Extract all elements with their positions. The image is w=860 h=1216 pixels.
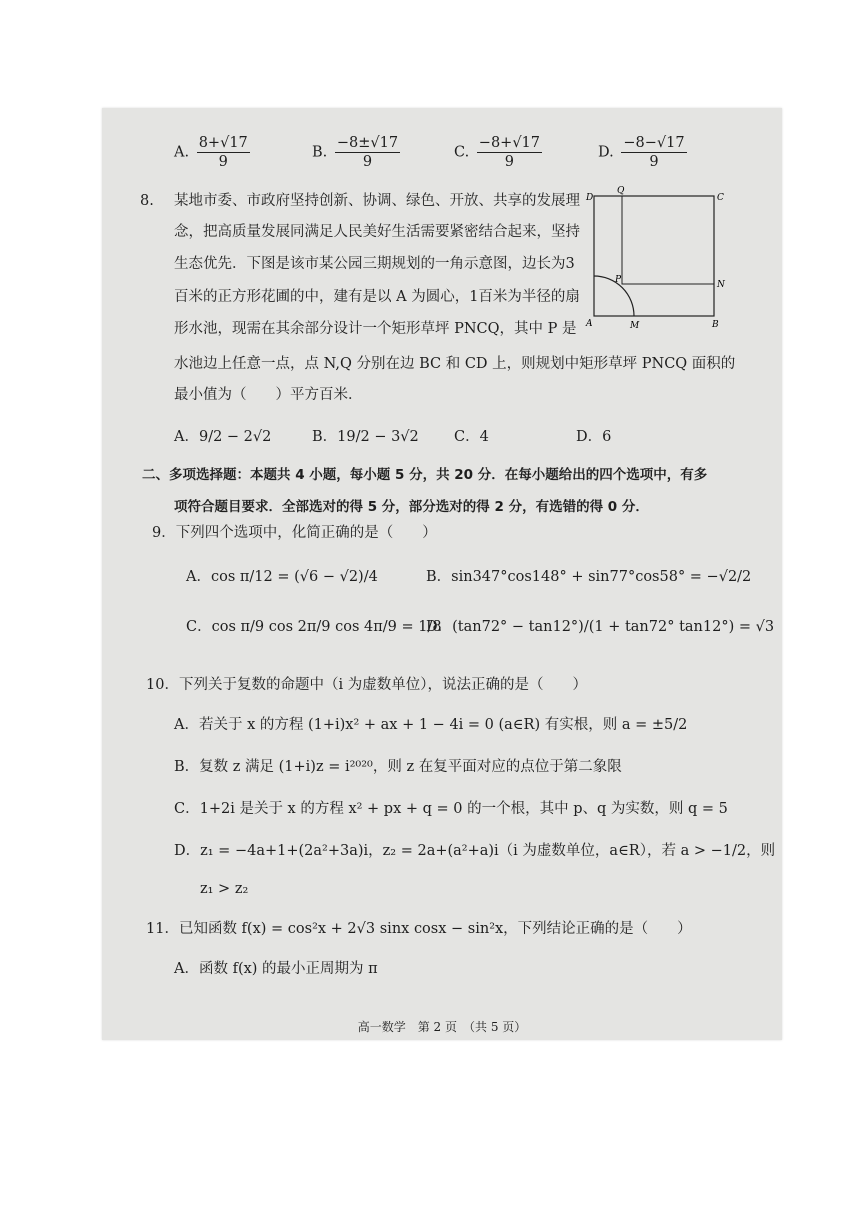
label-q: Q <box>617 186 625 196</box>
label-d: D <box>586 193 594 203</box>
q10-stem: 10．下列关于复数的命题中（i 为虚数单位），说法正确的是（ ） <box>146 677 587 693</box>
q8-line: 水池边上任意一点，点 N,Q 分别在边 BC 和 CD 上，则规划中矩形草坪 PNCQ 面积的 <box>174 356 736 372</box>
q9-option-d: D．(tan72° − tan12°)/(1 + tan72° tan12°) = √3 <box>426 619 775 635</box>
q7-option-b: B. $\frac{-8\pm√17}{9}$ <box>312 135 399 170</box>
q8-line: 形水池，现需在其余部分设计一个矩形草坪 PNCQ，其中 P 是 <box>174 321 577 337</box>
q10-option-c: C．1+2i 是关于 x 的方程 x² + px + q = 0 的一个根，其中 p、q 为实数，则 q = 5 <box>174 801 728 817</box>
q8-line: 念，把高质量发展同满足人民美好生活需要紧密结合起来，坚持 <box>174 224 580 240</box>
q8-line: 最小值为（ ）平方百米． <box>174 387 363 403</box>
page-footer: 高一数学 第 2 页 （共 5 页） <box>357 1020 527 1034</box>
q8-line: 百米的正方形花圃的中，建有是以 A 为圆心，1百米为半径的扇 <box>174 289 580 305</box>
q8-number: 8. <box>140 193 154 209</box>
q9-stem: 9．下列四个选项中，化简正确的是（ ） <box>152 525 437 541</box>
q10-option-b: B．复数 z 满足 (1+i)z = i²⁰²⁰，则 z 在复平面对应的点位于第二象限 <box>174 759 622 775</box>
q7-option-c: C. $\frac{-8+√17}{9}$ <box>454 135 541 170</box>
q8-option-b: B．19/2 − 3√2 <box>312 429 419 445</box>
section-2-heading-cont: 项符合题目要求．全部选对的得 5 分，部分选对的得 2 分，有选错的得 0 分． <box>174 499 649 515</box>
label-a: A <box>586 319 593 329</box>
q10-option-a: A．若关于 x 的方程 (1+i)x² + ax + 1 − 4i = 0 (a∈R) 有实根，则 a = ±5/2 <box>174 717 688 733</box>
label-m: M <box>630 321 640 331</box>
q7-option-a: A. $\frac{8+√17}{9}$ <box>174 135 248 170</box>
label-b: B <box>712 320 719 330</box>
label-n: N <box>717 280 725 290</box>
q8-option-c: C．4 <box>454 429 489 445</box>
section-2-heading: 二、多项选择题：本题共 4 小题，每小题 5 分，共 20 分．在每小题给出的四个选项中，有多 <box>142 467 708 483</box>
q8-line: 某地市委、市政府坚持创新、协调、绿色、开放、共享的发展理 <box>174 193 580 209</box>
q11-option-a: A．函数 f(x) 的最小正周期为 π <box>174 961 378 977</box>
q10-option-d-cont: z₁ > z₂ <box>200 881 249 897</box>
q9-option-a: A．cos π/12 = (√6 − √2)/4 <box>186 569 378 585</box>
q9-option-b: B．sin347°cos148° + sin77°cos58° = −√2/2 <box>426 569 752 585</box>
label-p: P <box>615 275 622 285</box>
q8-option-d: D．6 <box>576 429 612 445</box>
q8-line: 生态优先．下图是该市某公园三期规划的一角示意图，边长为3 <box>174 256 575 272</box>
label-c: C <box>717 193 724 203</box>
q7-option-d: D. $\frac{-8-√17}{9}$ <box>598 135 685 170</box>
q10-option-d: D．z₁ = −4a+1+(2a²+3a)i，z₂ = 2a+(a²+a)i（i 为虚数单位，a∈R），若 a > −1/2，则 <box>174 843 776 859</box>
q8-option-a: A．9/2 − 2√2 <box>174 429 272 445</box>
q9-option-c: C．cos π/9 cos 2π/9 cos 4π/9 = 1/8 <box>186 619 442 635</box>
q11-stem: 11．已知函数 f(x) = cos²x + 2√3 sinx cosx − sin²x，下列结论正确的是（ ） <box>146 921 692 937</box>
square-garden-diagram <box>586 186 726 331</box>
